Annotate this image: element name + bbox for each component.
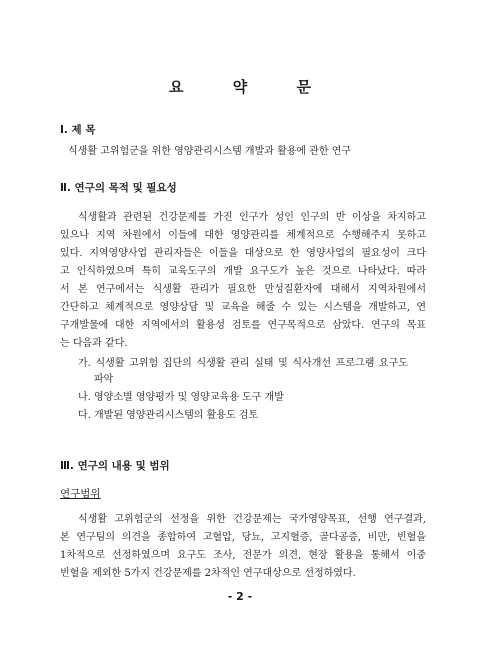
- paragraph-line: 는 다음과 같다.: [60, 338, 128, 349]
- page-number: - 2 -: [227, 590, 253, 603]
- paragraph-line: 고 인식하였으며 특히 교육도구의 개발 요구도가 높은 것으로 나타났다. 따라: [60, 266, 426, 277]
- paragraph-line: 있다. 지역영양사업 관리자들은 이들을 대상으로 한 영양사업의 필요성이 크다: [60, 248, 426, 259]
- paragraph-line: 식생활과 관련된 건강문제를 가진 인구가 성인 인구의 반 이상을 차지하고: [78, 212, 426, 223]
- goal-item: 다. 개발된 영양관리시스템의 활용도 검토: [78, 410, 259, 421]
- section-1-heading: Ⅰ. 제 목: [60, 124, 96, 136]
- paragraph-line: 식생활 고위험군의 선정을 위한 건강문제는 국가영양목표, 선행 연구결과,: [78, 514, 426, 525]
- research-scope-subheading: 연구범위: [60, 488, 101, 500]
- paragraph-line: 본 연구팀의 의견을 종합하여 고혈압, 당뇨, 고지혈증, 골다공증, 비만, 빈혈을: [60, 532, 426, 543]
- paragraph-line: 간단하고 체계적으로 영양상담 및 교육을 해줄 수 있는 시스템을 개발하고, 연: [60, 302, 426, 313]
- paragraph-line: 구개발물에 대한 지역에서의 활용성 검토를 연구목적으로 삼았다. 연구의 목표: [60, 320, 426, 331]
- section-3-heading: Ⅲ. 연구의 내용 및 범위: [60, 460, 170, 472]
- paragraph-line: 빈혈을 제외한 5가지 건강문제를 2차적인 연구대상으로 선정하였다.: [60, 568, 356, 579]
- goal-item: 나. 영양소별 영양평가 및 영양교육용 도구 개발: [78, 392, 284, 403]
- page-title: 요 약 문: [169, 78, 333, 96]
- goal-item-continuation: 파악: [94, 374, 114, 385]
- goal-item: 가. 식생활 고위험 집단의 식생활 관리 실태 및 식사개선 프로그램 요구도: [78, 358, 408, 369]
- research-title: 식생활 고위험군을 위한 영양관리시스템 개발과 활용에 관한 연구: [68, 146, 352, 157]
- paragraph-line: 있으나 지역 차원에서 이들에 대한 영양관리를 체계적으로 수행해주지 못하고: [60, 230, 426, 241]
- paragraph-line: 서 본 연구에서는 식생활 관리가 필요한 만성질환자에 대해서 지역차원에서: [60, 284, 426, 295]
- paragraph-line: 1차적으로 선정하였으며 요구도 조사, 전문가 의견, 현장 활용을 통해서 이중: [60, 550, 426, 561]
- section-2-heading: Ⅱ. 연구의 목적 및 필요성: [60, 182, 177, 194]
